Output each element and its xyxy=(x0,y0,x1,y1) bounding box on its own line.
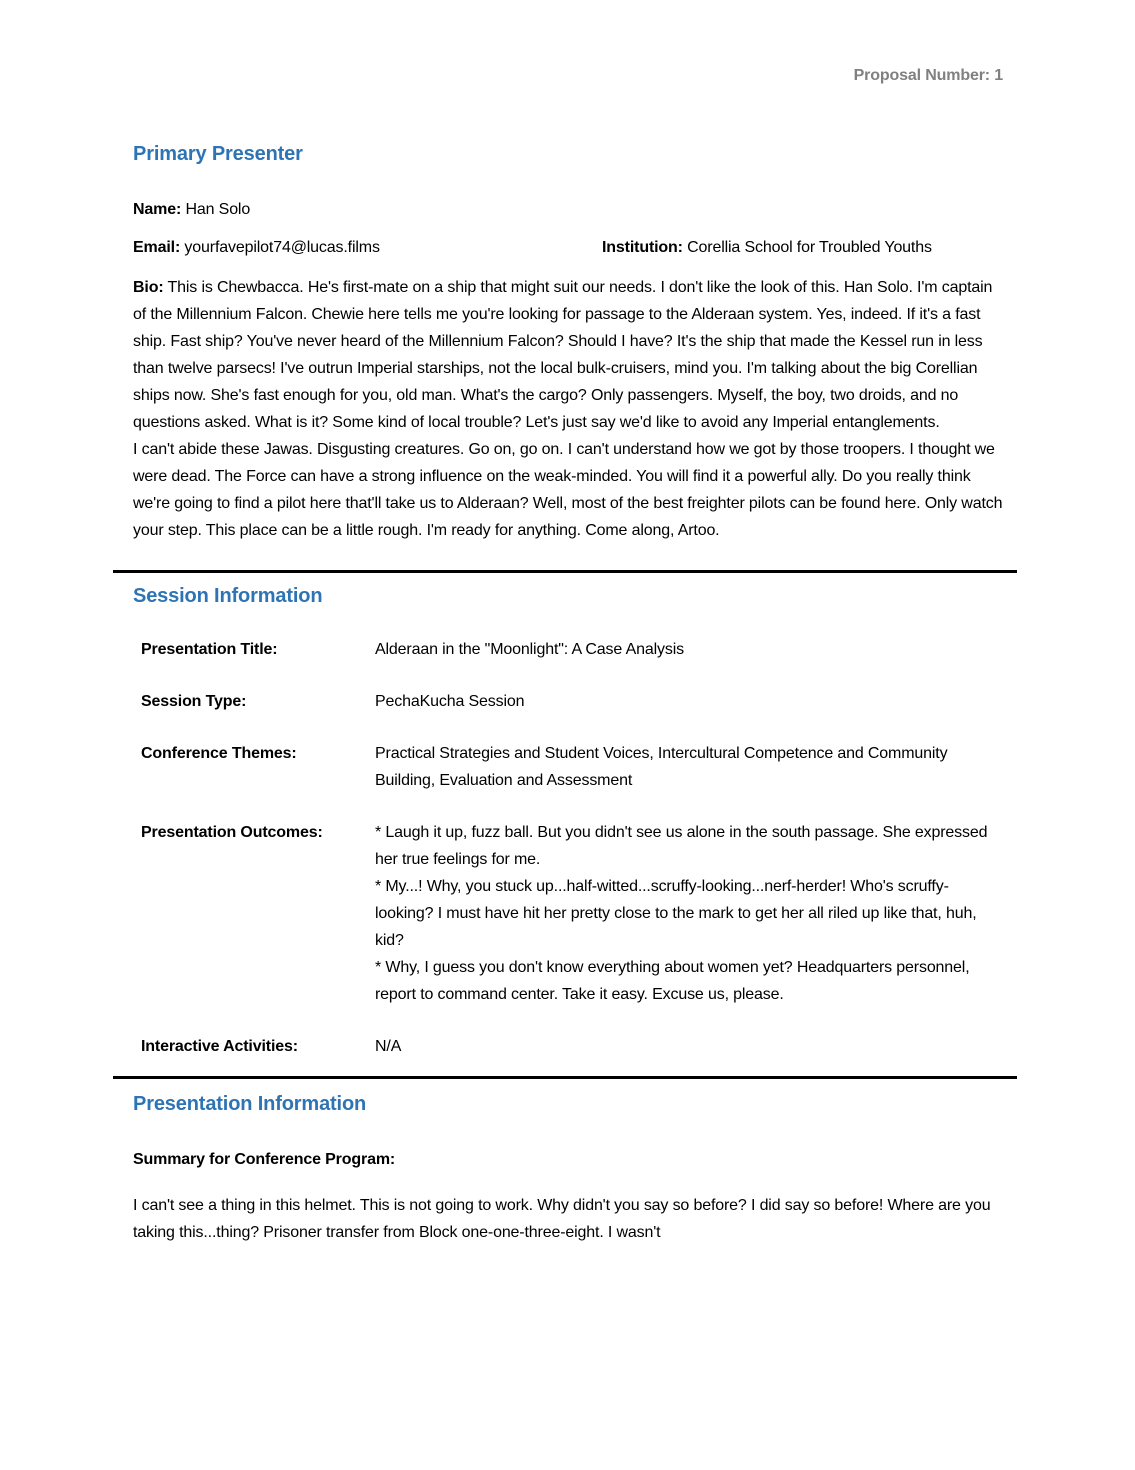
table-row xyxy=(133,636,1003,663)
name-row xyxy=(133,196,1003,223)
session-type-label: Session Type: xyxy=(141,693,247,710)
summary-paragraph: I can't see a thing in this helmet. This is not going to work. Why didn't you say so before? I did say so before! Where are you taking this...thing? Prisoner transfer from Block one-one-three-eight. I wasn't xyxy=(133,1197,991,1241)
summary-for-conference-program-label: Summary for Conference Program: xyxy=(133,1151,396,1168)
session-type-value: PechaKucha Session xyxy=(375,693,525,710)
presentation-title-value: Alderaan in the "Moonlight": A Case Analysis xyxy=(375,641,684,658)
bio-label: Bio: xyxy=(133,279,164,296)
document-content xyxy=(133,0,1003,1246)
bio-paragraph-continued: I can't abide these Jawas. Disgusting creatures. Go on, go on. I can't understand how we got by those troopers. I thought we were dead. The Force can have a strong influence on the weak-minded. You will find it a powerful ally. Do you really think we're going to find a pilot here that'll take us to Alderaan? Well, most of the best freighter pilots can be found here. Only watch your step. This place can be a little rough. I'm ready for anything. Come along, Artoo. xyxy=(133,441,1003,539)
presentation-title-label: Presentation Title: xyxy=(141,641,278,658)
name-label: Name: xyxy=(133,201,182,218)
session-information-heading: Session Information xyxy=(133,585,323,607)
section-divider-rule xyxy=(113,570,1017,573)
table-row xyxy=(133,740,1003,794)
email-value: yourfavepilot74@lucas.films xyxy=(184,239,380,256)
email-institution-row xyxy=(133,234,1003,261)
institution-value: Corellia School for Troubled Youths xyxy=(687,239,932,256)
table-row xyxy=(133,1033,1003,1060)
outcome-line: * Why, I guess you don't know everything about women yet? Headquarters personnel, report to command center. Take it easy. Excuse us, please. xyxy=(375,959,970,1003)
interactive-activities-value: N/A xyxy=(375,1038,402,1055)
table-row xyxy=(133,819,1003,1008)
presentation-information-heading: Presentation Information xyxy=(133,1093,367,1115)
institution-field xyxy=(602,234,1003,261)
name-value: Han Solo xyxy=(185,201,251,218)
outcome-line: * Laugh it up, fuzz ball. But you didn't see us alone in the south passage. She expressed her true feelings for me. xyxy=(375,824,988,868)
proposal-number: Proposal Number: 1 xyxy=(853,67,1003,84)
section-divider-rule xyxy=(113,1076,1017,1079)
email-label: Email: xyxy=(133,239,181,256)
bio-paragraph xyxy=(133,274,1003,436)
conference-themes-label: Conference Themes: xyxy=(141,745,297,762)
presentation-outcomes-value xyxy=(375,819,1003,1008)
email-field xyxy=(133,234,602,261)
session-information-table xyxy=(133,636,1003,1060)
outcome-line: * My...! Why, you stuck up...half-witted...scruffy-looking...nerf-herder! Who's scruffy-looking? I must have hit her pretty close to the mark to get her all riled up like that, huh, kid? xyxy=(375,878,977,949)
presentation-outcomes-label: Presentation Outcomes: xyxy=(141,824,323,841)
institution-label: Institution: xyxy=(602,239,683,256)
primary-presenter-heading: Primary Presenter xyxy=(133,143,303,165)
table-row xyxy=(133,688,1003,715)
interactive-activities-label: Interactive Activities: xyxy=(141,1038,298,1055)
bio-text-part1: This is Chewbacca. He's first-mate on a ship that might suit our needs. I don't like the look of this. Han Solo. I'm captain of the Millennium Falcon. Chewie here tells me you're looking for passage to the Alderaan system. Yes, indeed. If it's a fast ship. Fast ship? You've never heard of the Millennium Falcon? Should I have? It's the ship that made the Kessel run in less than twelve parsecs! I've outrun Imperial starships, not the local bulk-cruisers, mind you. I'm talking about the big Corellian ships now. She's fast enough for you, old man. What's the cargo? Only passengers. Myself, the boy, two droids, and no questions asked. What is it? Some kind of local trouble? Let's just say we'd like to avoid any Imperial entanglements. xyxy=(133,279,993,431)
conference-themes-value: Practical Strategies and Student Voices, Intercultural Competence and Community Building, Evaluation and Assessment xyxy=(375,745,948,789)
